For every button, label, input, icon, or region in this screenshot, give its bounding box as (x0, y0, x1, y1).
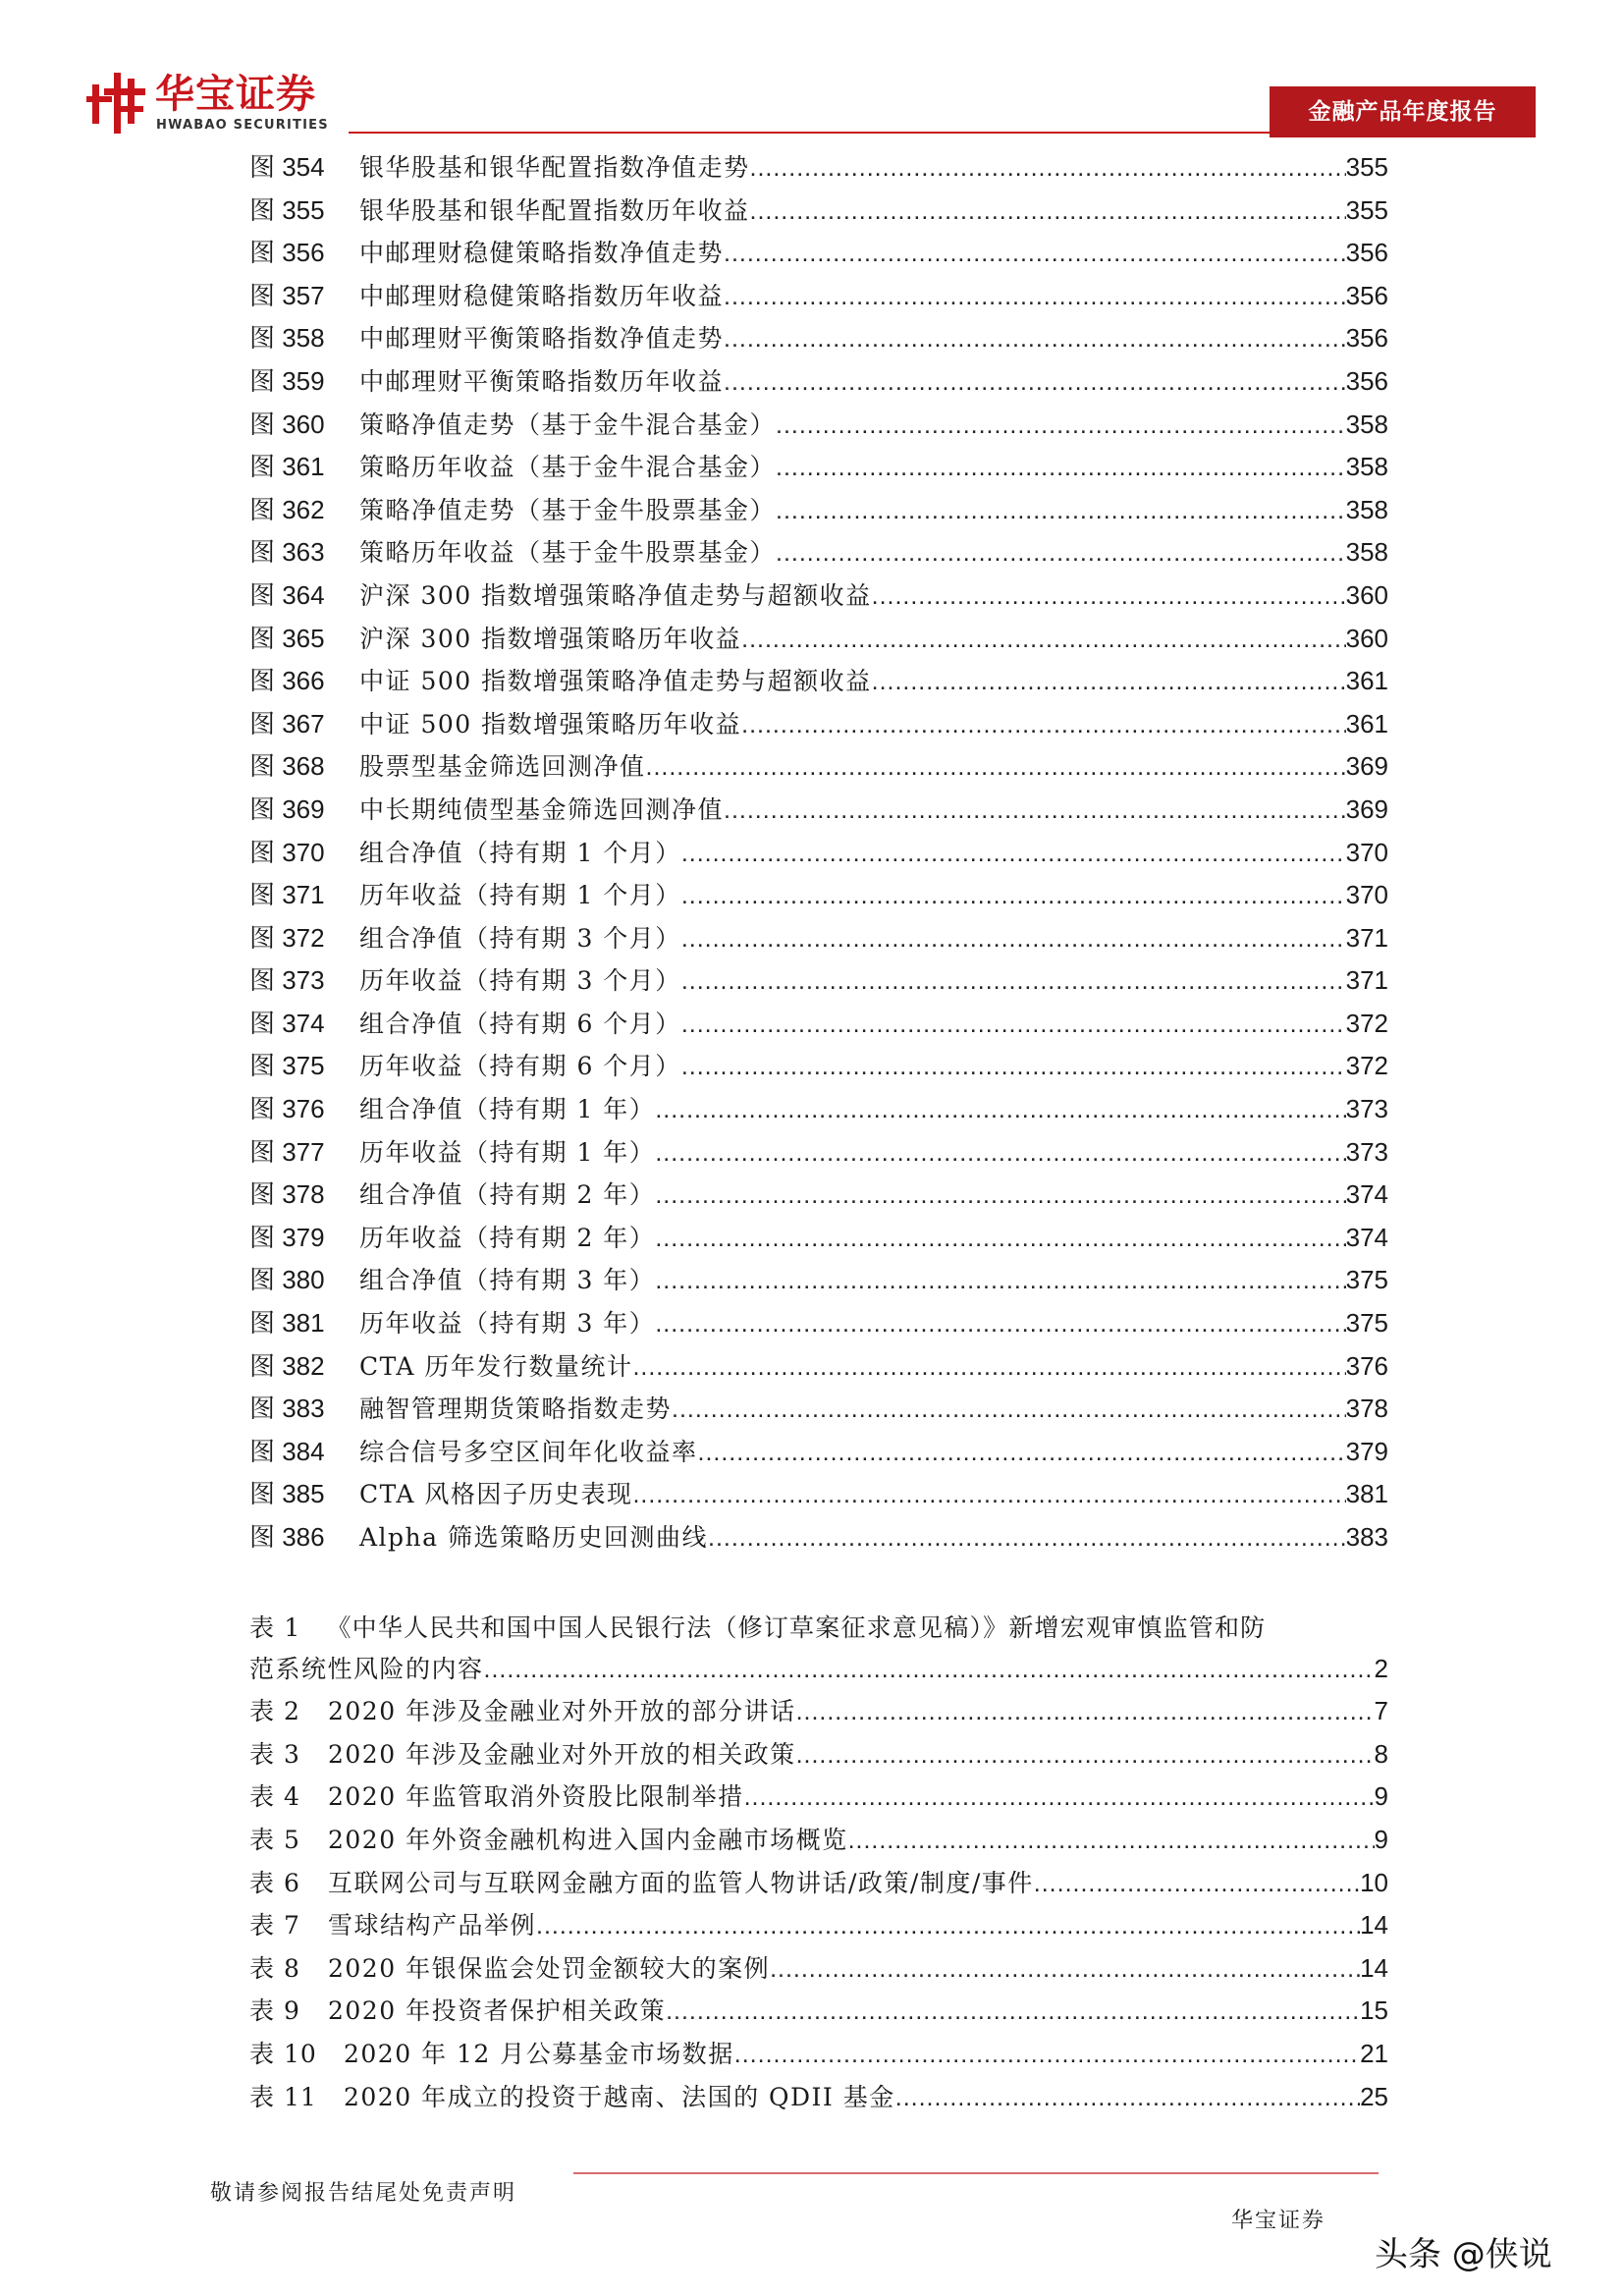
figure-label: 图 381 (249, 1308, 325, 1339)
figure-entry[interactable] (249, 318, 1388, 361)
figure-entry[interactable] (249, 405, 1388, 448)
figure-title: 中长期纯债型基金筛选回测净值 (359, 794, 725, 824)
figure-label: 图 356 (249, 238, 325, 268)
figure-label: 图 358 (249, 323, 325, 354)
watermark: 头条 @侠说 (1375, 2235, 1552, 2274)
leader-dots (848, 1827, 1375, 1855)
figure-title: Alpha 筛选策略历史回测曲线 (359, 1523, 709, 1552)
table-title-line1: 《中华人民共和国中国人民银行法（修订草案征求意见稿）》新增宏观审慎监管和防 (326, 1613, 1267, 1642)
figure-title: 中邮理财平衡策略指数净值走势 (359, 324, 725, 354)
table-entry[interactable] (249, 1906, 1388, 1949)
figure-page-number: 356 (1345, 238, 1388, 268)
figure-entry[interactable] (249, 276, 1388, 319)
figure-entry[interactable] (249, 1303, 1388, 1346)
figure-label: 图 357 (249, 280, 325, 310)
figure-entry[interactable] (249, 875, 1388, 918)
leader-dots (681, 840, 1346, 868)
figure-title: 综合信号多空区间年化收益率 (359, 1437, 698, 1466)
figure-label: 图 373 (249, 965, 325, 996)
table-entry[interactable] (249, 1777, 1388, 1821)
figure-entry[interactable] (249, 1474, 1388, 1517)
figure-title: 银华股基和银华配置指数净值走势 (359, 153, 750, 182)
figure-entry[interactable] (249, 1346, 1388, 1390)
logo-chinese-name: 华宝证券 (155, 72, 316, 117)
figure-title: 融智管理期货策略指数走势 (359, 1394, 673, 1424)
figure-page-number: 358 (1345, 452, 1388, 482)
table-title: 2020 年投资者保护相关政策 (328, 1996, 667, 2026)
figure-page-number: 370 (1345, 837, 1388, 867)
table-entry[interactable] (249, 1692, 1388, 1735)
figure-entry[interactable] (249, 1260, 1388, 1303)
table-title: 雪球结构产品举例 (328, 1911, 537, 1941)
figure-page-number: 371 (1345, 922, 1388, 953)
table-entry[interactable] (249, 1735, 1388, 1778)
table-label: 表 2 (249, 1697, 300, 1726)
figure-page-number: 361 (1345, 666, 1388, 696)
figure-entry[interactable] (249, 1517, 1388, 1560)
figure-entry[interactable] (249, 1218, 1388, 1261)
leader-dots (724, 796, 1346, 825)
leader-dots (632, 1353, 1345, 1382)
figure-title: 中邮理财稳健策略指数历年收益 (359, 281, 725, 310)
figure-entry[interactable] (249, 1432, 1388, 1475)
leader-dots (776, 454, 1346, 482)
leader-dots (708, 1524, 1346, 1553)
figure-entry[interactable] (249, 1389, 1388, 1432)
figure-title: 历年收益（持有期 6 个月） (359, 1052, 681, 1081)
figure-entry[interactable] (249, 233, 1388, 276)
figure-page-number: 361 (1345, 708, 1388, 738)
figure-title: 组合净值（持有期 3 个月） (359, 923, 681, 953)
leader-dots (672, 1395, 1346, 1424)
figure-label: 图 368 (249, 751, 325, 782)
figure-title: 历年收益（持有期 3 个月） (359, 966, 681, 996)
table-page-number: 14 (1360, 1910, 1388, 1941)
figure-page-number: 360 (1345, 623, 1388, 653)
table-page-number: 9 (1374, 1781, 1388, 1812)
figure-title: 中证 500 指数增强策略净值走势与超额收益 (359, 667, 872, 696)
figure-page-number: 358 (1345, 494, 1388, 524)
table-page-number: 15 (1360, 1995, 1388, 2026)
header-divider (349, 132, 1291, 134)
leader-dots (655, 1267, 1345, 1295)
leader-dots (776, 497, 1346, 525)
figure-label: 图 366 (249, 666, 325, 696)
figure-page-number: 383 (1345, 1522, 1388, 1552)
figure-label: 图 377 (249, 1136, 325, 1167)
figure-page-number: 356 (1345, 365, 1388, 396)
figure-title: 策略净值走势（基于金牛混合基金） (359, 410, 777, 439)
page-header (0, 0, 1623, 147)
figure-page-number: 369 (1345, 793, 1388, 824)
table-label: 表 4 (249, 1782, 300, 1812)
figure-entry[interactable] (249, 1046, 1388, 1089)
table-page-number: 9 (1374, 1824, 1388, 1854)
table-title: 2020 年外资金融机构进入国内金融市场概览 (328, 1825, 848, 1854)
leader-dots (796, 1741, 1375, 1770)
figure-title: CTA 历年发行数量统计 (359, 1351, 633, 1381)
table-page-number: 8 (1374, 1738, 1388, 1769)
leader-dots (724, 240, 1346, 268)
figure-page-number: 358 (1345, 409, 1388, 439)
table-title-line2: 范系统性风险的内容 (249, 1654, 484, 1683)
figure-page-number: 372 (1345, 1008, 1388, 1038)
figure-page-number: 355 (1345, 194, 1388, 225)
figure-entry[interactable] (249, 147, 1388, 191)
leader-dots (655, 1310, 1345, 1339)
figure-entry[interactable] (249, 790, 1388, 833)
table-entry-first-continued[interactable] (249, 1650, 1388, 1693)
figure-page-number: 373 (1345, 1094, 1388, 1124)
figure-list (249, 147, 1388, 1560)
figure-entry[interactable] (249, 532, 1388, 575)
figure-label: 图 378 (249, 1179, 325, 1210)
figure-entry[interactable] (249, 447, 1388, 490)
table-label: 表 7 (249, 1911, 300, 1941)
table-entry[interactable] (249, 1864, 1388, 1907)
figure-label: 图 370 (249, 837, 325, 867)
leader-dots (744, 1783, 1375, 1812)
figure-label: 图 380 (249, 1265, 325, 1295)
leader-dots (796, 1698, 1375, 1726)
leader-dots (484, 1656, 1375, 1684)
table-entry[interactable] (249, 1992, 1388, 2035)
figure-page-number: 358 (1345, 537, 1388, 568)
figure-page-number: 374 (1345, 1179, 1388, 1210)
leader-dots (741, 626, 1345, 654)
figure-title: 策略历年收益（基于金牛股票基金） (359, 538, 777, 568)
leader-dots (776, 411, 1346, 440)
report-type-badge: 金融产品年度报告 (1270, 86, 1536, 137)
table-label: 表 6 (249, 1868, 300, 1897)
figure-page-number: 355 (1345, 152, 1388, 182)
figure-label: 图 354 (249, 152, 325, 182)
figure-entry[interactable] (249, 619, 1388, 662)
figure-title: 股票型基金筛选回测净值 (359, 752, 646, 782)
leader-dots (655, 1096, 1345, 1124)
table-page-number: 21 (1360, 2038, 1388, 2068)
figure-label: 图 374 (249, 1008, 325, 1038)
figure-label: 图 386 (249, 1522, 325, 1552)
figure-entry[interactable] (249, 746, 1388, 790)
figure-title: 历年收益（持有期 2 年） (359, 1223, 656, 1252)
figure-title: 组合净值（持有期 1 年） (359, 1095, 656, 1124)
figure-entry[interactable] (249, 575, 1388, 619)
figure-label: 图 372 (249, 922, 325, 953)
figure-label: 图 383 (249, 1394, 325, 1424)
footer-disclaimer: 敬请参阅报告结尾处免责声明 (210, 2181, 517, 2206)
figure-title: 历年收益（持有期 1 个月） (359, 881, 681, 910)
leader-dots (681, 1053, 1346, 1081)
table-page-number: 7 (1374, 1696, 1388, 1726)
figure-entry[interactable] (249, 960, 1388, 1004)
figure-entry[interactable] (249, 191, 1388, 234)
table-title: 2020 年 12 月公募基金市场数据 (344, 2039, 734, 2068)
leader-dots (724, 325, 1346, 354)
figure-page-number: 376 (1345, 1350, 1388, 1381)
hwabao-logo-mark-icon (86, 69, 145, 134)
figure-title: 策略历年收益（基于金牛混合基金） (359, 453, 777, 482)
leader-dots (724, 283, 1346, 311)
figure-label: 图 359 (249, 365, 325, 396)
figure-title: 历年收益（持有期 3 年） (359, 1309, 656, 1339)
leader-dots (536, 1912, 1360, 1941)
table-rows (249, 1692, 1388, 2120)
figure-title: 组合净值（持有期 3 年） (359, 1266, 656, 1295)
figure-entry[interactable] (249, 490, 1388, 533)
table-page-number: 25 (1360, 2081, 1388, 2111)
table-title: 2020 年涉及金融业对外开放的相关政策 (328, 1739, 796, 1769)
leader-dots (750, 154, 1346, 183)
leader-dots (666, 1997, 1360, 2026)
leader-dots (1034, 1870, 1360, 1898)
table-title: 互联网公司与互联网金融方面的监管人物讲话/政策/制度/事件 (328, 1868, 1034, 1897)
table-title: 2020 年涉及金融业对外开放的部分讲话 (328, 1697, 796, 1726)
footer-divider (573, 2172, 1379, 2174)
figure-page-number: 356 (1345, 280, 1388, 310)
figure-label: 图 363 (249, 537, 325, 568)
figure-entry[interactable] (249, 1004, 1388, 1047)
leader-dots (724, 368, 1346, 397)
leader-dots (750, 197, 1346, 226)
figure-page-number: 381 (1345, 1479, 1388, 1509)
figure-page-number: 370 (1345, 880, 1388, 910)
table-entry[interactable] (249, 2078, 1388, 2121)
figure-entry[interactable] (249, 661, 1388, 704)
leader-dots (655, 1181, 1345, 1210)
figure-title: 策略净值走势（基于金牛股票基金） (359, 495, 777, 524)
figure-entry[interactable] (249, 833, 1388, 876)
figure-entry[interactable] (249, 704, 1388, 747)
figure-entry[interactable] (249, 1089, 1388, 1132)
figure-title: CTA 风格因子历史表现 (359, 1480, 633, 1509)
leader-dots (681, 967, 1346, 996)
figure-label: 图 367 (249, 708, 325, 738)
figure-title: 中证 500 指数增强策略历年收益 (359, 709, 742, 738)
table-entry[interactable] (249, 1821, 1388, 1864)
figure-label: 图 365 (249, 623, 325, 653)
table-title: 2020 年银保监会处罚金额较大的案例 (328, 1953, 771, 1983)
figure-page-number: 375 (1345, 1308, 1388, 1339)
table-label: 表 3 (249, 1739, 300, 1769)
leader-dots (655, 1139, 1345, 1168)
leader-dots (681, 925, 1346, 954)
hwabao-logo (86, 69, 381, 137)
figure-page-number: 373 (1345, 1136, 1388, 1167)
table-page-number: 10 (1360, 1867, 1388, 1897)
figure-title: 中邮理财平衡策略指数历年收益 (359, 366, 725, 396)
figure-label: 图 369 (249, 793, 325, 824)
figure-page-number: 360 (1345, 579, 1388, 610)
table-page-number: 14 (1360, 1952, 1388, 1983)
table-label: 表 11 (249, 2082, 317, 2111)
figure-label: 图 376 (249, 1094, 325, 1124)
leader-dots (646, 753, 1346, 782)
leader-dots (741, 711, 1345, 739)
figure-label: 图 379 (249, 1222, 325, 1252)
figure-title: 组合净值（持有期 6 个月） (359, 1009, 681, 1038)
leader-dots (895, 2084, 1360, 2112)
figure-title: 组合净值（持有期 1 个月） (359, 838, 681, 867)
figure-page-number: 371 (1345, 965, 1388, 996)
figure-title: 组合净值（持有期 2 年） (359, 1180, 656, 1210)
figure-page-number: 374 (1345, 1222, 1388, 1252)
table-label: 表 1 (249, 1613, 301, 1642)
table-title: 2020 年监管取消外资股比限制举措 (328, 1782, 744, 1812)
leader-dots (632, 1481, 1345, 1509)
figure-label: 图 382 (249, 1350, 325, 1381)
logo-english-name: HWABAO SECURITIES (156, 118, 329, 133)
figure-label: 图 355 (249, 194, 325, 225)
leader-dots (681, 1011, 1346, 1039)
footer-brand: 华宝证券 (1231, 2209, 1326, 2233)
figure-label: 图 362 (249, 494, 325, 524)
figure-label: 图 364 (249, 579, 325, 610)
figure-label: 图 371 (249, 880, 325, 910)
figure-page-number: 372 (1345, 1051, 1388, 1081)
figure-label: 图 385 (249, 1479, 325, 1509)
figure-label: 图 375 (249, 1051, 325, 1081)
leader-dots (776, 539, 1346, 568)
table-label: 表 5 (249, 1825, 300, 1854)
figure-label: 图 360 (249, 409, 325, 439)
table-page-number: 2 (1374, 1653, 1388, 1683)
table-entry-first[interactable] (249, 1607, 1388, 1650)
table-label: 表 10 (249, 2039, 317, 2068)
figure-title: 沪深 300 指数增强策略历年收益 (359, 624, 742, 653)
leader-dots (872, 668, 1346, 696)
figure-page-number: 379 (1345, 1436, 1388, 1466)
figure-entry[interactable] (249, 1132, 1388, 1175)
figure-label: 图 384 (249, 1436, 325, 1466)
table-entry[interactable] (249, 1949, 1388, 1993)
leader-dots (681, 882, 1346, 910)
figure-title: 中邮理财稳健策略指数净值走势 (359, 239, 725, 268)
leader-dots (734, 2041, 1360, 2069)
figure-entry[interactable] (249, 918, 1388, 961)
figure-title: 银华股基和银华配置指数历年收益 (359, 195, 750, 225)
table-entry[interactable] (249, 2035, 1388, 2078)
leader-dots (872, 582, 1346, 611)
figure-title: 历年收益（持有期 1 年） (359, 1137, 656, 1167)
table-list (249, 1607, 1388, 2120)
leader-dots (770, 1955, 1360, 1984)
figure-entry[interactable] (249, 361, 1388, 405)
figure-title: 沪深 300 指数增强策略净值走势与超额收益 (359, 580, 872, 610)
leader-dots (698, 1439, 1346, 1467)
table-label: 表 8 (249, 1953, 300, 1983)
figure-label: 图 361 (249, 452, 325, 482)
figure-entry[interactable] (249, 1175, 1388, 1218)
figure-page-number: 378 (1345, 1394, 1388, 1424)
leader-dots (655, 1225, 1345, 1253)
figure-page-number: 375 (1345, 1265, 1388, 1295)
figure-page-number: 369 (1345, 751, 1388, 782)
table-title: 2020 年成立的投资于越南、法国的 QDII 基金 (344, 2082, 895, 2111)
figure-page-number: 356 (1345, 323, 1388, 354)
table-label: 表 9 (249, 1996, 300, 2026)
